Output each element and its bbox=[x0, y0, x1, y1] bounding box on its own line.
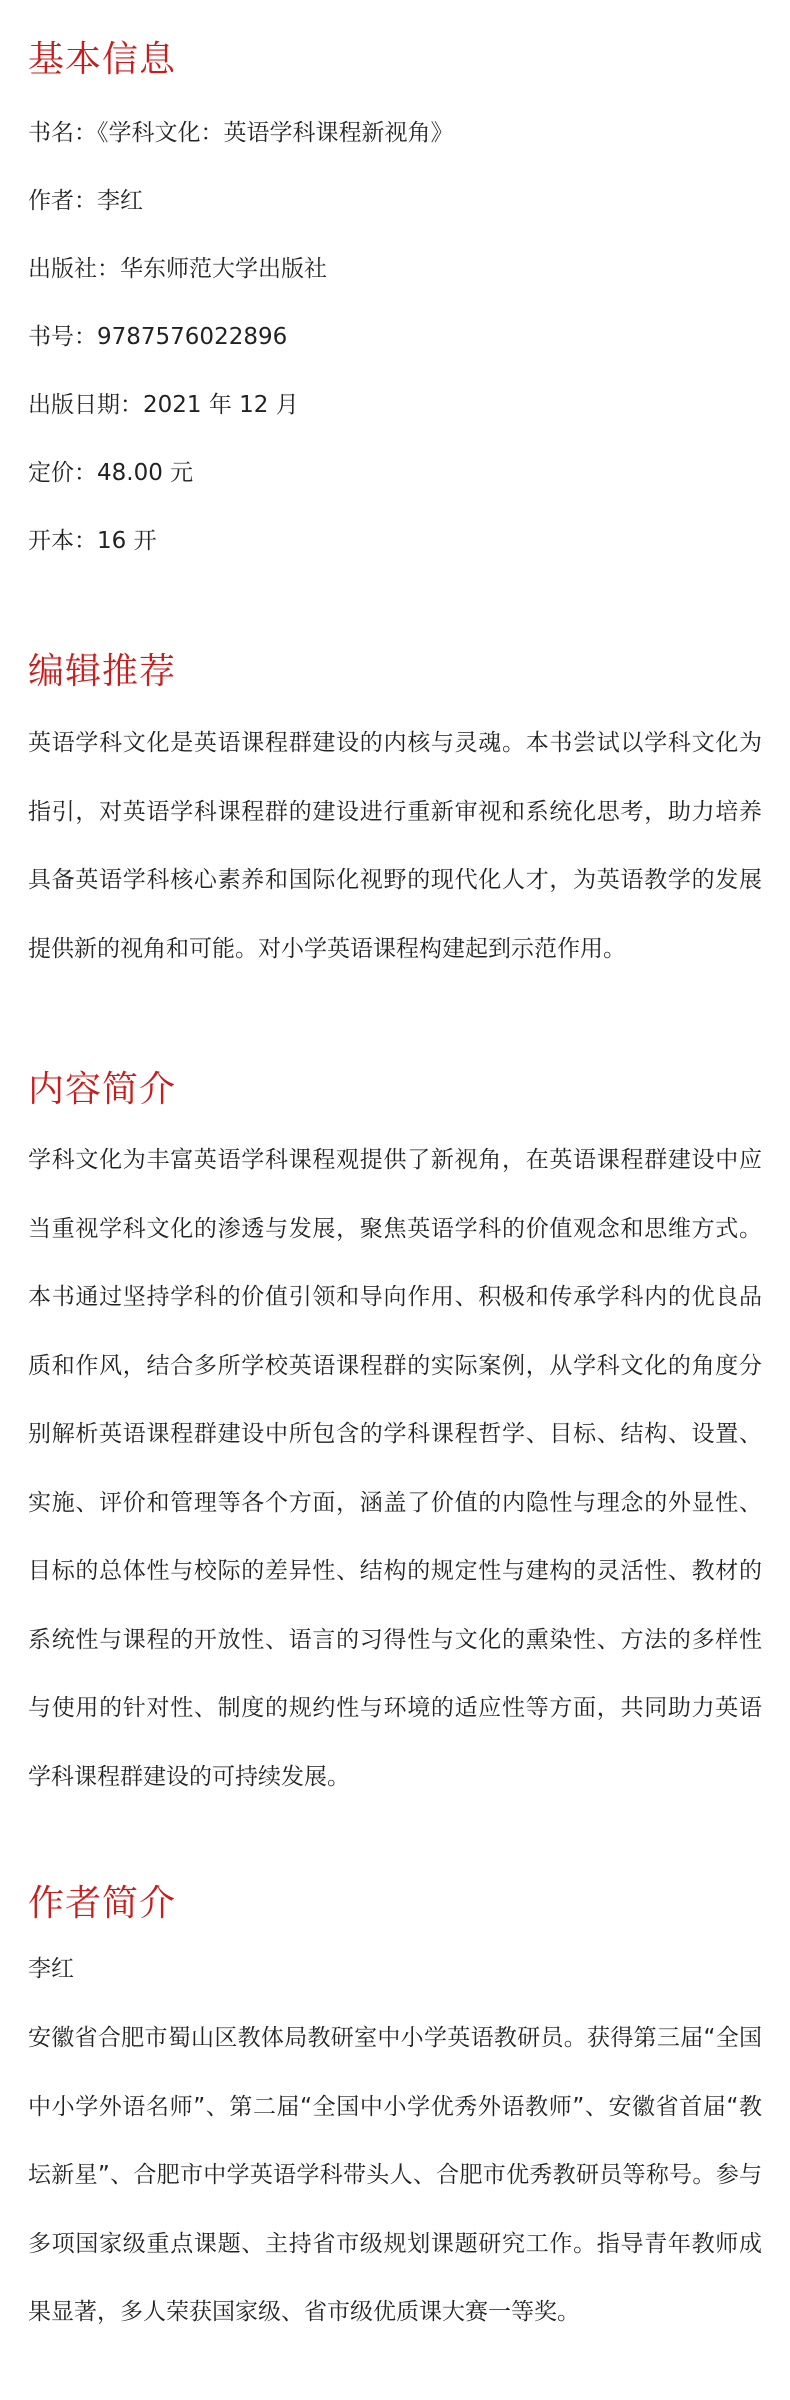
content-summary-text: 学科文化为丰富英语学科课程观提供了新视角，在英语课程群建设中应当重视学科文化的渗透与发展，聚焦英语学科的价值观念和思维方式。本书通过坚持学科的价值引领和导向作用、积极和传承学科内的优良品质和作风，结合多所学校英语课程群的实际案例，从学科文化的角度分别解析英语课程群建设中所包含的学科课程哲学、目标、结构、设置、实施、评价和管理等各个方面，涵盖了价值的内隐性与理念的外显性、目标的总体性与校际的差异性、结构的规定性与建构的灵活性、教材的系统性与课程的开放性、语言的习得性与文化的熏染性、方法的多样性与使用的针对性、制度的规约性与环境的适应性等方面，共同助力英语学科课程群建设的可持续发展。 bbox=[28, 1147, 762, 1790]
info-book-title: 书名：《学科文化：英语学科课程新视角》 bbox=[28, 120, 454, 146]
info-publisher: 出版社：华东师范大学出版社 bbox=[28, 256, 327, 282]
author-name: 李红 bbox=[28, 1956, 74, 1982]
editor-recommendation-text: 英语学科文化是英语课程群建设的内核与灵魂。本书尝试以学科文化为指引，对英语学科课程群的建设进行重新审视和系统化思考，助力培养具备英语学科核心素养和国际化视野的现代化人才，为英语教学的发展提供新的视角和可能。对小学英语课程构建起到示范作用。 bbox=[28, 730, 762, 962]
content-summary-heading: 内容简介 bbox=[28, 1069, 177, 1110]
basic-info-heading: 基本信息 bbox=[28, 39, 177, 80]
info-price: 定价：48.00 元 bbox=[28, 460, 194, 486]
author-intro-heading: 作者简介 bbox=[28, 1883, 177, 1924]
basic-info-list bbox=[28, 116, 454, 592]
editor-recommendation-heading: 编辑推荐 bbox=[28, 651, 177, 692]
info-format: 开本：16 开 bbox=[28, 528, 157, 554]
info-author: 作者：李红 bbox=[28, 188, 143, 214]
info-publish-date: 出版日期：2021 年 12 月 bbox=[28, 392, 299, 418]
author-intro-text: 安徽省合肥市蜀山区教体局教研室中小学英语教研员。获得第三届“全国中小学外语名师”、第二届“全国中小学优秀外语教师”、安徽省首届“教坛新星”、合肥市中学英语学科带头人、合肥市优秀教研员等称号。参与多项国家级重点课题、主持省市级规划课题研究工作。指导青年教师成果显著，多人荣获国家级、省市级优质课大赛一等奖。 bbox=[28, 2025, 762, 2325]
info-isbn: 书号：9787576022896 bbox=[28, 324, 288, 350]
